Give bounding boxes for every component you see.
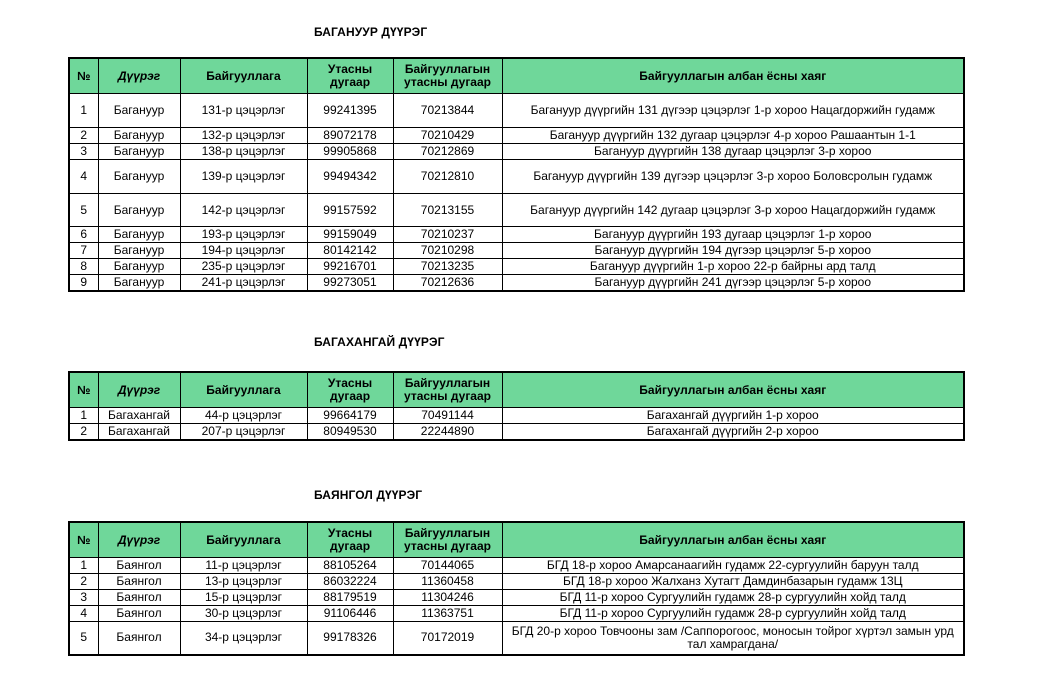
organization-cell: 15-р цэцэрлэг [180,590,307,606]
org-phone-cell: 70213155 [393,194,502,227]
phone-cell: 99664179 [307,408,393,424]
table-header-row [69,58,964,94]
row-number-cell: 5 [69,194,98,227]
organization-cell: 207-р цэцэрлэг [180,424,307,440]
org-phone-cell: 70212810 [393,160,502,194]
col-header-address: Байгууллагын албан ёсны хаяг [502,372,964,408]
row-number-cell: 7 [69,243,98,259]
phone-cell: 99241395 [307,94,393,128]
phone-cell: 86032224 [307,574,393,590]
org-phone-cell: 70210429 [393,128,502,144]
district-cell: Багануур [98,160,180,194]
table-row [69,622,964,655]
organization-cell: 131-р цэцэрлэг [180,94,307,128]
phone-cell: 99159049 [307,227,393,243]
col-header-address: Байгууллагын албан ёсны хаяг [502,522,964,558]
organization-cell: 34-р цэцэрлэг [180,622,307,655]
col-header-district: Дүүрэг [98,58,180,94]
phone-cell: 99216701 [307,259,393,275]
org-phone-cell: 70213844 [393,94,502,128]
table-baganuur [68,57,965,292]
row-number-cell: 2 [69,574,98,590]
col-header-org-phone: Байгууллагын утасны дугаар [393,522,502,558]
row-number-cell: 6 [69,227,98,243]
organization-cell: 139-р цэцэрлэг [180,160,307,194]
org-phone-cell: 70210298 [393,243,502,259]
address-cell: БГД 11-р хороо Сургуулийн гудамж 28-р сургуулийн хойд талд [502,590,964,606]
table-row [69,259,964,275]
table-row [69,590,964,606]
section-title-baganuur: БАГАНУУР ДҮҮРЭГ [314,25,428,39]
org-phone-cell: 22244890 [393,424,502,440]
table-row [69,424,964,440]
phone-cell: 80142142 [307,243,393,259]
col-header-phone: Утасны дугаар [307,522,393,558]
address-cell: Багахангай дүүргийн 2-р хороо [502,424,964,440]
organization-cell: 13-р цэцэрлэг [180,574,307,590]
phone-cell: 99157592 [307,194,393,227]
phone-cell: 99905868 [307,144,393,160]
row-number-cell: 1 [69,94,98,128]
table-row [69,94,964,128]
district-cell: Багахангай [98,424,180,440]
col-header-no: № [69,372,98,408]
phone-cell: 99494342 [307,160,393,194]
row-number-cell: 9 [69,275,98,291]
organization-cell: 193-р цэцэрлэг [180,227,307,243]
phone-cell: 88105264 [307,558,393,574]
phone-cell: 80949530 [307,424,393,440]
col-header-district: Дүүрэг [98,522,180,558]
row-number-cell: 5 [69,622,98,655]
address-cell: Багануур дүүргийн 132 дугаар цэцэрлэг 4-р хороо Рашаантын 1-1 [502,128,964,144]
phone-cell: 88179519 [307,590,393,606]
district-cell: Багануур [98,259,180,275]
table-row [69,574,964,590]
section-title-bayangol: БАЯНГОЛ ДҮҮРЭГ [314,488,423,502]
address-cell: Багануур дүүргийн 131 дүгээр цэцэрлэг 1-р хороо Нацагдоржийн гудамж [502,94,964,128]
district-cell: Багануур [98,275,180,291]
col-header-phone: Утасны дугаар [307,58,393,94]
col-header-org: Байгууллага [180,372,307,408]
col-header-no: № [69,522,98,558]
address-cell: БГД 18-р хороо Жалханз Хутагт Дамдинбазарын гудамж 13Ц [502,574,964,590]
col-header-phone: Утасны дугаар [307,372,393,408]
table-header-row [69,522,964,558]
col-header-org: Байгууллага [180,58,307,94]
address-cell: БГД 18-р хороо Амарсанаагийн гудамж 22-сургуулийн баруун талд [502,558,964,574]
table-row [69,144,964,160]
address-cell: Багануур дүүргийн 194 дүгээр цэцэрлэг 5-р хороо [502,243,964,259]
organization-cell: 138-р цэцэрлэг [180,144,307,160]
col-header-org: Байгууллага [180,522,307,558]
district-cell: Багануур [98,194,180,227]
row-number-cell: 2 [69,128,98,144]
table-bayangol [68,521,965,656]
address-cell: Багануур дүүргийн 193 дугаар цэцэрлэг 1-р хороо [502,227,964,243]
table-row [69,243,964,259]
row-number-cell: 4 [69,606,98,622]
address-cell: Багахангай дүүргийн 1-р хороо [502,408,964,424]
phone-cell: 91106446 [307,606,393,622]
district-cell: Баянгол [98,590,180,606]
table-row [69,128,964,144]
col-header-no: № [69,58,98,94]
org-phone-cell: 11360458 [393,574,502,590]
row-number-cell: 4 [69,160,98,194]
organization-cell: 132-р цэцэрлэг [180,128,307,144]
row-number-cell: 1 [69,408,98,424]
org-phone-cell: 70213235 [393,259,502,275]
table-row [69,558,964,574]
organization-cell: 11-р цэцэрлэг [180,558,307,574]
table-row [69,194,964,227]
table-row [69,160,964,194]
district-cell: Баянгол [98,622,180,655]
table-row [69,606,964,622]
district-cell: Багануур [98,94,180,128]
district-cell: Баянгол [98,574,180,590]
table-row [69,227,964,243]
address-cell: Багануур дүүргийн 142 дугаар цэцэрлэг 3-р хороо Нацагдоржийн гудамж [502,194,964,227]
address-cell: БГД 11-р хороо Сургуулийн гудамж 28-р сургуулийн хойд талд [502,606,964,622]
col-header-address: Байгууллагын албан ёсны хаяг [502,58,964,94]
org-phone-cell: 70212636 [393,275,502,291]
row-number-cell: 3 [69,144,98,160]
organization-cell: 44-р цэцэрлэг [180,408,307,424]
district-cell: Багануур [98,227,180,243]
district-cell: Баянгол [98,558,180,574]
phone-cell: 99273051 [307,275,393,291]
row-number-cell: 1 [69,558,98,574]
address-cell: Багануур дүүргийн 1-р хороо 22-р байрны ард талд [502,259,964,275]
district-cell: Баянгол [98,606,180,622]
address-cell: Багануур дүүргийн 241 дүгээр цэцэрлэг 5-р хороо [502,275,964,291]
org-phone-cell: 11304246 [393,590,502,606]
phone-cell: 89072178 [307,128,393,144]
org-phone-cell: 70212869 [393,144,502,160]
row-number-cell: 8 [69,259,98,275]
col-header-org-phone: Байгууллагын утасны дугаар [393,58,502,94]
district-cell: Багануур [98,128,180,144]
address-cell: БГД 20-р хороо Товчооны зам /Саппорогоос, моносын тойрог хүртэл замын урд тал хамрагдана/ [502,622,964,655]
district-cell: Багануур [98,144,180,160]
org-phone-cell: 70210237 [393,227,502,243]
organization-cell: 142-р цэцэрлэг [180,194,307,227]
table-row [69,275,964,291]
organization-cell: 30-р цэцэрлэг [180,606,307,622]
col-header-district: Дүүрэг [98,372,180,408]
address-cell: Багануур дүүргийн 138 дугаар цэцэрлэг 3-р хороо [502,144,964,160]
org-phone-cell: 70172019 [393,622,502,655]
row-number-cell: 2 [69,424,98,440]
col-header-org-phone: Байгууллагын утасны дугаар [393,372,502,408]
table-header-row [69,372,964,408]
org-phone-cell: 70491144 [393,408,502,424]
row-number-cell: 3 [69,590,98,606]
table-bagakhangai [68,371,965,441]
organization-cell: 194-р цэцэрлэг [180,243,307,259]
district-cell: Багануур [98,243,180,259]
org-phone-cell: 70144065 [393,558,502,574]
organization-cell: 241-р цэцэрлэг [180,275,307,291]
section-title-bagakhangai: БАГАХАНГАЙ ДҮҮРЭГ [314,335,445,349]
org-phone-cell: 11363751 [393,606,502,622]
phone-cell: 99178326 [307,622,393,655]
organization-cell: 235-р цэцэрлэг [180,259,307,275]
table-row [69,408,964,424]
address-cell: Багануур дүүргийн 139 дүгээр цэцэрлэг 3-р хороо Боловсролын гудамж [502,160,964,194]
district-cell: Багахангай [98,408,180,424]
